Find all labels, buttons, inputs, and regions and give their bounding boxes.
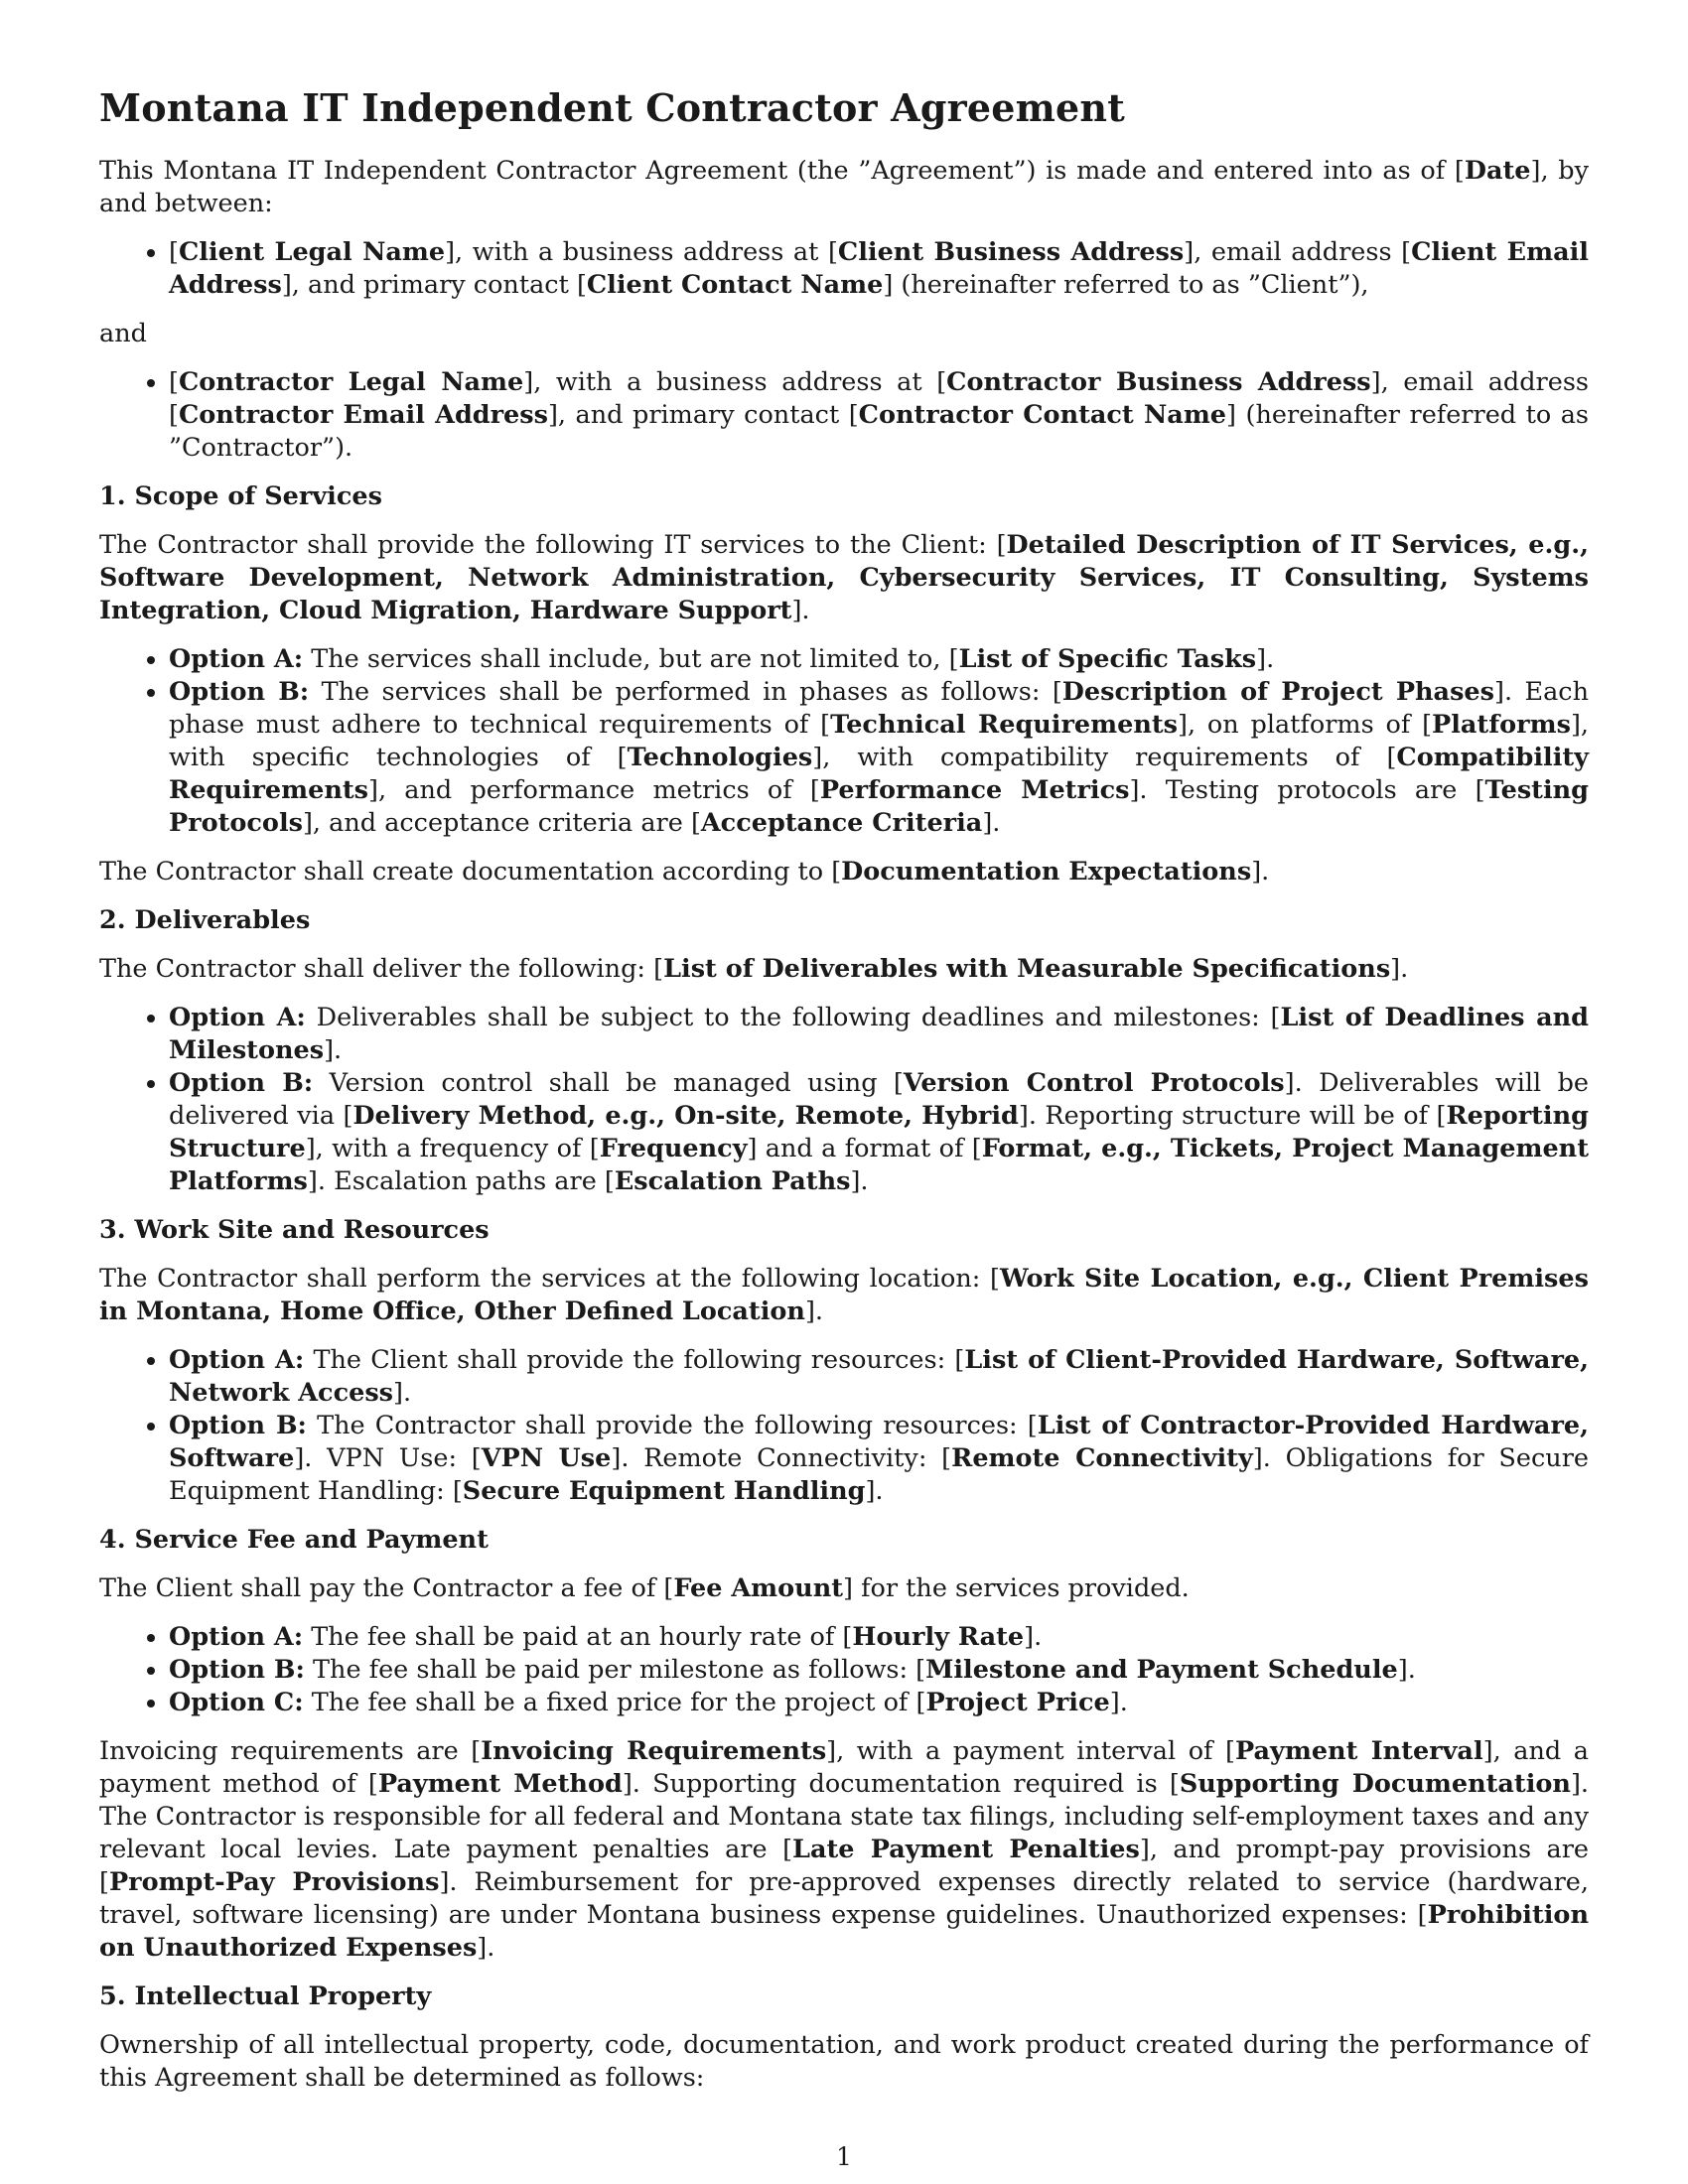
text-run: Invoicing requirements are [	[99, 1736, 482, 1766]
text-run: ] and a format of [	[747, 1134, 982, 1163]
text-run: ], with a business address at [	[445, 237, 838, 267]
text-run: ]. Deliverables will be delivered via [	[169, 1068, 1589, 1131]
list-item	[169, 366, 1589, 465]
text-run: ]. Testing protocols are [	[1129, 775, 1485, 805]
placeholder-field: Invoicing Requirements	[481, 1736, 827, 1766]
text-run: ], and prompt-pay provisions are [	[99, 1835, 1590, 1897]
text-run: ]. Reimbursement for pre-approved expenses directly related to service (hardware, travel, software licensing) are under Montana business expense guidelines. Unauthorized expenses: [	[99, 1867, 1589, 1930]
text-run: ].	[393, 1378, 412, 1408]
placeholder-field: Contractor Contact Name	[858, 400, 1227, 430]
placeholder-field: Payment Interval	[1235, 1736, 1483, 1766]
placeholder-field: Technical Requirements	[830, 710, 1179, 740]
list-item	[169, 1687, 1589, 1719]
placeholder-field: List of Deadlines and Milestones	[169, 1003, 1589, 1065]
placeholder-field: Late Payment Penalties	[792, 1835, 1140, 1864]
text-run: ].	[1390, 954, 1409, 984]
list-item	[169, 1654, 1589, 1687]
text-run: ], with a payment interval of [	[826, 1736, 1236, 1766]
text-run: This Montana IT Independent Contractor Agreement (the ”Agreement”) is made and entered into as of [	[99, 156, 1465, 186]
text-run: ]. VPN Use: [	[294, 1443, 482, 1473]
text-run: ].	[1109, 1688, 1128, 1717]
text-run: ]. Escalation paths are [	[307, 1166, 615, 1196]
text-run: The Contractor shall perform the services at the following location: [	[99, 1264, 1000, 1294]
text-run: ], and a payment method of [	[99, 1736, 1590, 1799]
placeholder-field: Remote Connectivity	[951, 1443, 1253, 1473]
text-run: ]. Reporting structure will be of [	[1018, 1101, 1447, 1131]
placeholder-field: Prompt-Pay Provisions	[108, 1867, 440, 1897]
placeholder-field: Escalation Paths	[614, 1166, 851, 1196]
placeholder-field: Project Price	[925, 1688, 1110, 1717]
placeholder-field: Delivery Method, e.g., On-site, Remote, Hybrid	[352, 1101, 1019, 1131]
placeholder-field: List of Specific Tasks	[958, 644, 1257, 674]
document-title: Montana IT Independent Contractor Agreement	[99, 85, 1125, 130]
text-run: ].	[791, 596, 810, 625]
contractor-party-list	[99, 366, 1589, 465]
placeholder-field: List of Contractor-Provided Hardware, Software	[169, 1411, 1589, 1473]
placeholder-field: Secure Equipment Handling	[462, 1476, 866, 1506]
list-item	[169, 1344, 1589, 1410]
text-run: ], on platforms of [	[1178, 710, 1433, 740]
ip-intro-paragraph	[99, 2029, 1589, 2095]
text-run: ], with a business address at [	[523, 367, 947, 397]
text-run: ], email address [	[1184, 237, 1412, 267]
document-page	[99, 85, 1589, 2111]
text-run: ], and performance metrics of [	[368, 775, 820, 805]
placeholder-field: Detailed Description of IT Services, e.g., Software Development, Network Administration, Cybersecurity Services, IT Consulting, Systems Integration, Cloud Migration, Hardware Support	[99, 530, 1589, 625]
placeholder-field: Platforms	[1432, 710, 1571, 740]
work-site-options-list	[99, 1344, 1589, 1508]
placeholder-field: Contractor Email Address	[178, 400, 548, 430]
section-heading-deliverables: 2. Deliverables	[99, 905, 311, 935]
placeholder-field: Acceptance Criteria	[700, 808, 983, 838]
text-run: ].	[1024, 1622, 1043, 1652]
text-run: The services shall include, but are not limited to, [	[303, 644, 959, 674]
text-run: ], email address [	[169, 367, 1589, 430]
text-run: ], with a frequency of [	[305, 1134, 600, 1163]
placeholder-field: Version Control Protocols	[903, 1068, 1285, 1098]
page-number: 1	[836, 2142, 852, 2171]
placeholder-field: Option A:	[169, 1003, 306, 1032]
placeholder-field: Description of Project Phases	[1061, 677, 1495, 707]
placeholder-field: Prohibition on Unauthorized Expenses	[99, 1900, 1589, 1963]
section-heading-scope: 1. Scope of Services	[99, 481, 382, 511]
text-run: ].	[324, 1035, 343, 1065]
fee-intro-paragraph	[99, 1572, 1589, 1605]
text-run: ].	[865, 1476, 884, 1506]
placeholder-field: Client Email Address	[169, 237, 1589, 300]
text-run: ] (hereinafter referred to as ”Contractor”).	[169, 400, 1590, 463]
placeholder-field: Documentation Expectations	[841, 857, 1252, 887]
text-run: [	[169, 367, 179, 397]
text-run: ]. Supporting documentation required is [	[622, 1769, 1180, 1799]
text-run: Ownership of all intellectual property, code, documentation, and work product created during the performance of this Agreement shall be determined as follows:	[99, 2030, 1589, 2093]
text-run: ].	[1256, 644, 1275, 674]
text-run: Version control shall be managed using [	[313, 1068, 904, 1098]
text-run: ] (hereinafter referred to as ”Client”),	[883, 270, 1369, 300]
list-item	[169, 1067, 1589, 1198]
placeholder-field: Option A:	[169, 644, 304, 674]
placeholder-field: Contractor Legal Name	[178, 367, 524, 397]
list-item	[169, 676, 1589, 840]
fee-options-list	[99, 1621, 1589, 1719]
placeholder-field: Performance Metrics	[819, 775, 1130, 805]
placeholder-field: List of Deliverables with Measurable Specifications	[663, 954, 1391, 984]
text-run: The Contractor shall provide the following resources: [	[306, 1411, 1038, 1440]
placeholder-field: VPN Use	[481, 1443, 612, 1473]
text-run: ].	[982, 808, 1001, 838]
placeholder-field: Option B:	[169, 1068, 314, 1098]
scope-options-list	[99, 643, 1589, 840]
text-run: ]. Remote Connectivity: [	[611, 1443, 952, 1473]
text-run: ]. Obligations for Secure Equipment Handling: [	[169, 1443, 1589, 1506]
client-party-list	[99, 236, 1589, 302]
placeholder-field: Client Legal Name	[178, 237, 446, 267]
text-run: The fee shall be paid per milestone as follows: [	[304, 1655, 926, 1685]
text-run: ].	[1251, 857, 1270, 887]
placeholder-field: Date	[1464, 156, 1531, 186]
intro-paragraph	[99, 155, 1589, 220]
text-run: The fee shall be paid at an hourly rate of [	[303, 1622, 853, 1652]
placeholder-field: Client Business Address	[837, 237, 1185, 267]
placeholder-field: Technologies	[627, 743, 813, 772]
placeholder-field: Milestone and Payment Schedule	[925, 1655, 1398, 1685]
placeholder-field: Client Contact Name	[586, 270, 884, 300]
list-item	[169, 236, 1589, 302]
text-run: ], by and between:	[99, 156, 1590, 218]
text-run: The Contractor shall provide the following IT services to the Client: [	[99, 530, 1007, 560]
text-run: The fee shall be a fixed price for the project of [	[303, 1688, 926, 1717]
text-run: The Client shall provide the following resources: [	[304, 1345, 965, 1375]
list-item	[169, 1621, 1589, 1654]
list-item	[169, 643, 1589, 676]
scope-documentation-paragraph	[99, 856, 1589, 888]
text-run: ].	[477, 1933, 495, 1963]
work-site-intro-paragraph	[99, 1263, 1589, 1328]
placeholder-field: Hourly Rate	[852, 1622, 1025, 1652]
invoicing-paragraph	[99, 1735, 1589, 1965]
placeholder-field: Contractor Business Address	[946, 367, 1371, 397]
text-run: The Contractor shall create documentation according to [	[99, 857, 842, 887]
placeholder-field: Work Site Location, e.g., Client Premises in Montana, Home Office, Other Defined Location	[99, 1264, 1589, 1326]
text-run: ]. The Contractor is responsible for all federal and Montana state tax filings, including self-employment taxes and any relevant local levies. Late payment penalties are [	[99, 1769, 1590, 1864]
text-run: The services shall be performed in phases as follows: [	[309, 677, 1062, 707]
scope-intro-paragraph	[99, 529, 1589, 627]
placeholder-field: Frequency	[599, 1134, 748, 1163]
placeholder-field: Option B:	[169, 1655, 305, 1685]
placeholder-field: Option A:	[169, 1622, 304, 1652]
placeholder-field: Reporting Structure	[169, 1101, 1589, 1163]
section-heading-ip: 5. Intellectual Property	[99, 1981, 432, 2011]
placeholder-field: Testing Protocols	[169, 775, 1590, 838]
placeholder-field: Option A:	[169, 1345, 305, 1375]
placeholder-field: Supporting Documentation	[1179, 1769, 1571, 1799]
list-item	[169, 1410, 1589, 1508]
placeholder-field: Payment Method	[377, 1769, 623, 1799]
placeholder-field: Compatibility Requirements	[169, 743, 1589, 805]
text-run: ].	[850, 1166, 869, 1196]
placeholder-field: Option B:	[169, 1411, 307, 1440]
text-run: The Client shall pay the Contractor a fee of [	[99, 1573, 674, 1603]
and-connector: and	[99, 319, 147, 348]
text-run: The Contractor shall deliver the following: [	[99, 954, 664, 984]
text-run: ] for the services provided.	[843, 1573, 1190, 1603]
placeholder-field: Option B:	[169, 677, 310, 707]
deliverables-options-list	[99, 1002, 1589, 1198]
text-run: ], and primary contact [	[281, 270, 587, 300]
text-run: ], with compatibility requirements of [	[812, 743, 1397, 772]
deliverables-intro-paragraph	[99, 953, 1589, 986]
text-run: ]. Each phase must adhere to technical requirements of [	[169, 677, 1589, 740]
text-run: ], with specific technologies of [	[169, 710, 1590, 772]
text-run: Deliverables shall be subject to the following deadlines and milestones: [	[305, 1003, 1281, 1032]
text-run: ].	[804, 1297, 823, 1326]
list-item	[169, 1002, 1589, 1067]
section-heading-fee: 4. Service Fee and Payment	[99, 1525, 489, 1555]
section-heading-work-site: 3. Work Site and Resources	[99, 1215, 490, 1245]
text-run: [	[169, 237, 179, 267]
text-run: ].	[1397, 1655, 1416, 1685]
placeholder-field: Format, e.g., Tickets, Project Management Platforms	[169, 1134, 1590, 1196]
placeholder-field: Option C:	[169, 1688, 304, 1717]
text-run: ], and primary contact [	[547, 400, 859, 430]
text-run: ], and acceptance criteria are [	[302, 808, 701, 838]
placeholder-field: List of Client-Provided Hardware, Software, Network Access	[169, 1345, 1589, 1408]
placeholder-field: Fee Amount	[673, 1573, 844, 1603]
